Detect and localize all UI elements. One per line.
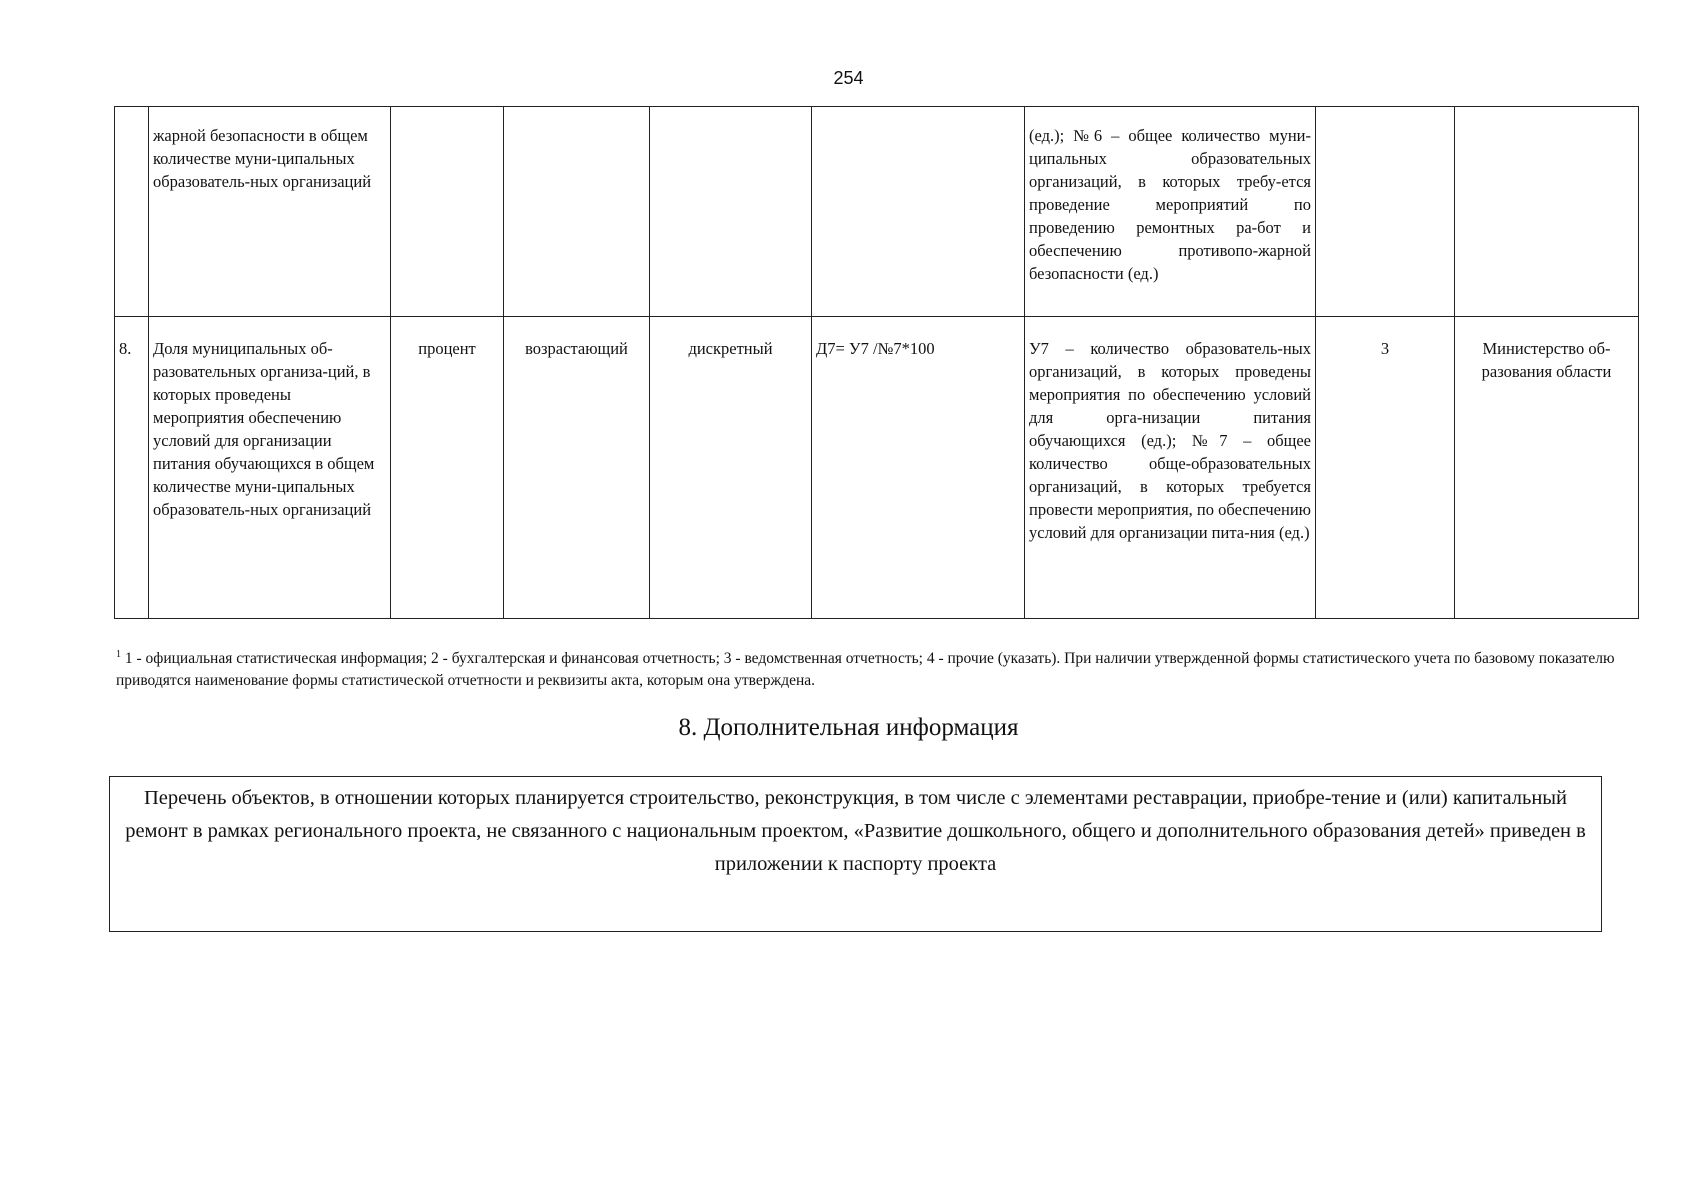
formula: Д7= У7 /№7*100	[816, 339, 935, 358]
table-row	[115, 107, 1639, 317]
footnote-text: 1 - официальная статистическая информация; 2 - бухгалтерская и финансовая отчетность; 3 - ведомственная отчетность; 4 - прочие (указать). При наличии утвержденной формы статистического учета по базовому показателю приводятся наименование формы статистической отчетности и реквизиты акта, которым она утверждена.	[116, 650, 1615, 690]
formula-description: (ед.); №6 – общее количество муни-ципальных образовательных организаций, в которых требу-ется проведение мероприятий по проведению ремонтных ра-бот и обеспечению противопо-жарной безопасности (ед.)	[1029, 126, 1311, 283]
responsible-body: Министерство об-разования области	[1481, 339, 1612, 381]
accumulation-type	[650, 107, 811, 130]
additional-info-box	[109, 776, 1602, 932]
unit: процент	[418, 339, 476, 358]
indicator-name: Доля муниципальных об-разовательных организа-ций, в которых проведены мероприятия обеспечению условий для организации питания обучающихся в общем количестве муни-ципальных образователь-ных организаций	[153, 339, 375, 519]
formula	[812, 107, 1024, 130]
section-title: 8. Дополнительная информация	[678, 714, 1019, 741]
indicator-name: жарной безопасности в общем количестве муни-ципальных образователь-ных организаций	[153, 126, 372, 191]
indicator-table	[114, 106, 1639, 619]
table-row	[115, 317, 1639, 619]
dynamics	[504, 107, 649, 130]
data-source	[1316, 107, 1454, 130]
footnote	[116, 644, 1636, 692]
row-number	[115, 107, 148, 130]
unit	[391, 107, 503, 130]
data-source: 3	[1380, 339, 1390, 358]
footnote-marker: 1	[116, 649, 121, 660]
formula-description: У7 – количество образователь-ных организаций, в которых проведены мероприятия по обеспечению условий для орга-низации питания обучающихся (ед.); №7 – общее количество обще-образовательных организаций, в которых требуется провести мероприятия, по обеспечению условий для организации пита-ния (ед.)	[1029, 339, 1311, 542]
responsible-body	[1455, 107, 1638, 130]
row-number: 8.	[119, 339, 132, 358]
accumulation-type: дискретный	[688, 339, 773, 358]
additional-info-text: Перечень объектов, в отношении которых планируется строительство, реконструкция, в том числе с элементами реставрации, приобре-тение и (или) капитальный ремонт в рамках регионального проекта, не связанного с национальным проектом, «Развитие дошкольного, общего и дополнительного образования детей» приведен в приложении к паспорту проекта	[125, 787, 1586, 875]
dynamics: возрастающий	[525, 339, 628, 358]
page-number: 254	[833, 68, 864, 88]
